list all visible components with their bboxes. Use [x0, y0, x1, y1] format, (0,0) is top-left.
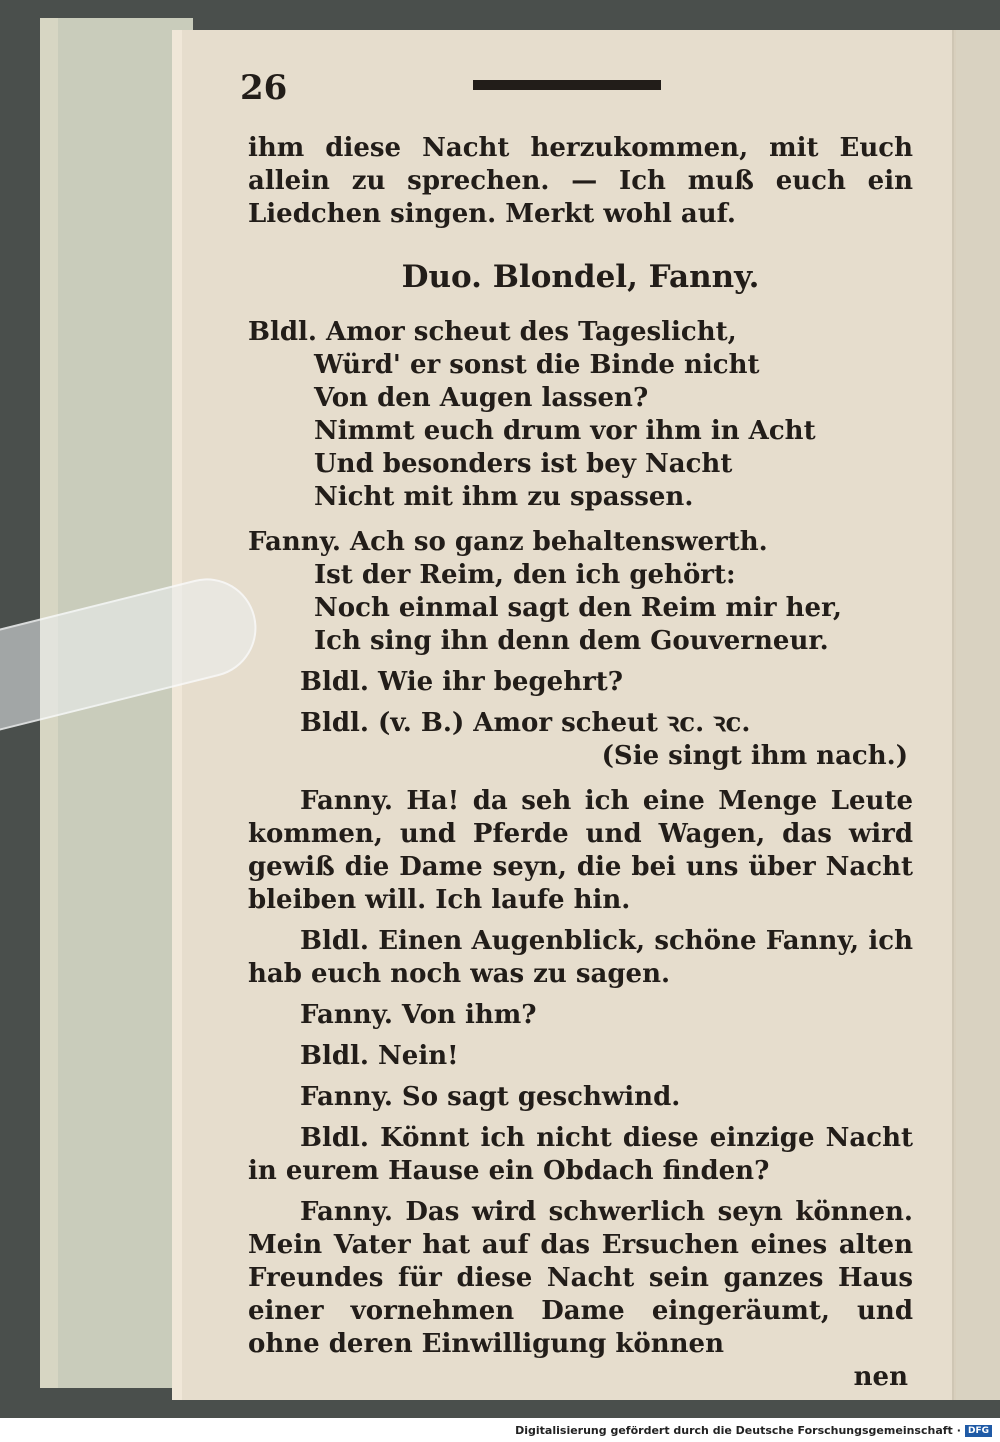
- dialogue-paragraph: Bldl. Nein!: [300, 1041, 459, 1071]
- dialogue-line: Bldl. Wie ihr begehrt?: [300, 667, 624, 697]
- verse-speaker: Bldl.: [248, 317, 317, 347]
- opening-paragraph: ihm diese Nacht herzukommen, mit Euch allein zu sprechen. — Ich muß euch ein Liedchen singen. Merkt wohl auf.: [248, 133, 913, 229]
- dfg-logo-icon: DFG: [965, 1425, 992, 1437]
- verse-line: Ach so ganz behaltenswerth.: [349, 527, 768, 557]
- dialogue-line: Bldl. (v. B.) Amor scheut ꝛc. ꝛc.: [300, 708, 751, 738]
- dialogue-paragraph: Bldl. Einen Augenblick, schöne Fanny, ich hab euch noch was zu sagen.: [248, 926, 913, 989]
- page-header: [240, 68, 913, 132]
- verse-line: Und besonders ist bey Nacht: [314, 449, 733, 479]
- verse-blondel: [248, 316, 913, 514]
- verse-speaker: Fanny.: [248, 527, 341, 557]
- dialogue-paragraph: Bldl. Könnt ich nicht diese einzige Nacht in eurem Hause ein Obdach finden?: [248, 1123, 913, 1186]
- footer-credit: Digitalisierung gefördert durch die Deutsche Forschungsgemeinschaft: [515, 1424, 953, 1437]
- header-rule: [473, 80, 661, 90]
- page-number: 26: [240, 68, 288, 108]
- page-edge: [172, 30, 182, 1400]
- verse-line: Von den Augen lassen?: [314, 383, 649, 413]
- dialogue-paragraph: Fanny. So sagt geschwind.: [300, 1082, 681, 1112]
- verse-line: Noch einmal sagt den Reim mir her,: [314, 593, 842, 623]
- dialogue-paragraph: Fanny. Von ihm?: [300, 1000, 537, 1030]
- catchword: nen: [853, 1362, 908, 1392]
- verse-line: Ich sing ihn denn dem Gouverneur.: [314, 626, 829, 656]
- section-heading: Duo. Blondel, Fanny.: [401, 259, 760, 295]
- verse-line: Nicht mit ihm zu spassen.: [314, 482, 694, 512]
- dialogue-paragraph: Fanny. Ha! da seh ich eine Menge Leute kommen, und Pferde und Wagen, das wird gewiß die Dame seyn, die bei uns über Nacht bleiben will. Ich laufe hin.: [248, 786, 913, 915]
- verse-line: Amor scheut des Tageslicht,: [326, 317, 737, 347]
- verse-line: Würd' er sonst die Binde nicht: [314, 350, 760, 380]
- stage-direction: (Sie singt ihm nach.): [601, 741, 908, 771]
- verse-line: Nimmt euch drum vor ihm in Acht: [314, 416, 816, 446]
- dialogue-paragraph: Fanny. Das wird schwerlich seyn können. Mein Vater hat auf das Ersuchen eines alten Freundes für diese Nacht sein ganzes Haus einer vornehmen Dame eingeräumt, und ohne deren Einwilligung können: [248, 1197, 913, 1359]
- verse-fanny: [248, 526, 913, 658]
- digitization-footer: Digitalisierung gefördert durch die Deutsche Forschungsgemeinschaft · DFG: [515, 1424, 992, 1437]
- verse-line: Ist der Reim, den ich gehört:: [314, 560, 736, 590]
- page-text: [240, 68, 913, 1394]
